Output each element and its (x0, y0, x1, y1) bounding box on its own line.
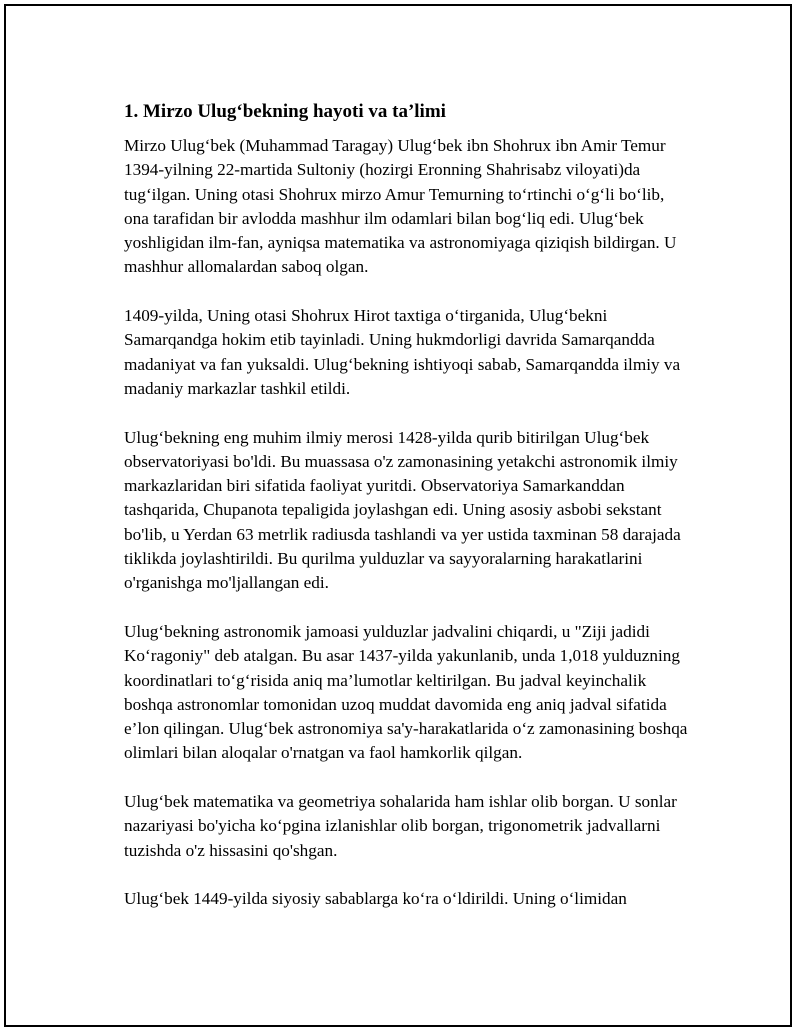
paragraph-star-catalog: Ulug‘bekning astronomik jamoasi yulduzlar jadvalini chiqardi, u "Ziji jadidi Ko‘ragoniy" deb atalgan. Bu asar 1437-yilda yakunlanib, unda 1,018 yulduzning koordinatlari to‘g‘risida aniq ma’lumotlar keltirilgan. Bu jadval keyinchalik boshqa astronomlar tomonidan uzoq muddat davomida eng aniq jadval sifatida e’lon qilingan. Ulug‘bek astronomiya sa'y-harakatlarida o‘z zamonasining boshqa olimlari bilan aloqalar o'rnatgan va faol hamkorlik qilgan. (124, 621, 688, 763)
page-frame (4, 4, 792, 1027)
document-body (120, 96, 690, 912)
paragraph-observatory: Ulug‘bekning eng muhim ilmiy merosi 1428-yilda qurib bitirilgan Ulug‘bek observatoriyasi bo'ldi. Bu muassasa o'z zamonasining yetakchi astronomik ilmiy markazlaridan biri sifatida faoliyat yuritdi. Observatoriya Samarkanddan tashqarida, Chupanota tepaligida joylashgan edi. Uning asosiy asbobi sekstant bo'lib, u Yerdan 63 metrlik radiusda tashlandi va yer ustida taxminan 58 darajada tiklikda joylashtirildi. Bu qurilma yulduzlar va sayyoralarning harakatlarini o'rganishga mo'ljallangan edi. (124, 427, 681, 593)
paragraph-samarkand-rule: 1409-yilda, Uning otasi Shohrux Hirot taxtiga o‘tirganida, Ulug‘bekni Samarqandga hokim etib tayinladi. Uning hukmdorligi davrida Samarqandda madaniyat va fan yuksaldi. Ulug‘bekning ishtiyoqi sabab, Samarqandda ilmiy va madaniy markazlar tashkil etildi. (124, 306, 681, 398)
section-title: 1. Mirzo Ulug‘bekning hayoti va ta’limi (124, 101, 446, 122)
paragraph-death: Ulug‘bek 1449-yilda siyosiy sabablarga ko‘ra o‘ldirildi. Uning o‘limidan (124, 889, 627, 909)
paragraph-birth: Mirzo Ulug‘bek (Muhammad Taragay) Ulug‘bek ibn Shohrux ibn Amir Temur 1394-yilning 22-martida Sultoniy (hozirgi Eronning Shahrisabz viloyati)da tug‘ilgan. Uning otasi Shohrux mirzo Amur Temurning to‘rtinchi o‘g‘li bo‘lib, ona tarafidan bir avlodda mashhur ilm odamlari bilan bog‘liq edi. Ulug‘bek yoshligidan ilm-fan, ayniqsa matematika va astronomiyaga qiziqish bildirgan. U mashhur allomalardan saboq olgan. (124, 136, 677, 277)
paragraph-mathematics: Ulug‘bek matematika va geometriya sohalarida ham ishlar olib borgan. U sonlar nazariyasi bo'yicha ko‘pgina izlanishlar olib borgan, trigonometrik jadvallarni tuzishda o'z hissasini qo'shgan. (124, 792, 677, 860)
